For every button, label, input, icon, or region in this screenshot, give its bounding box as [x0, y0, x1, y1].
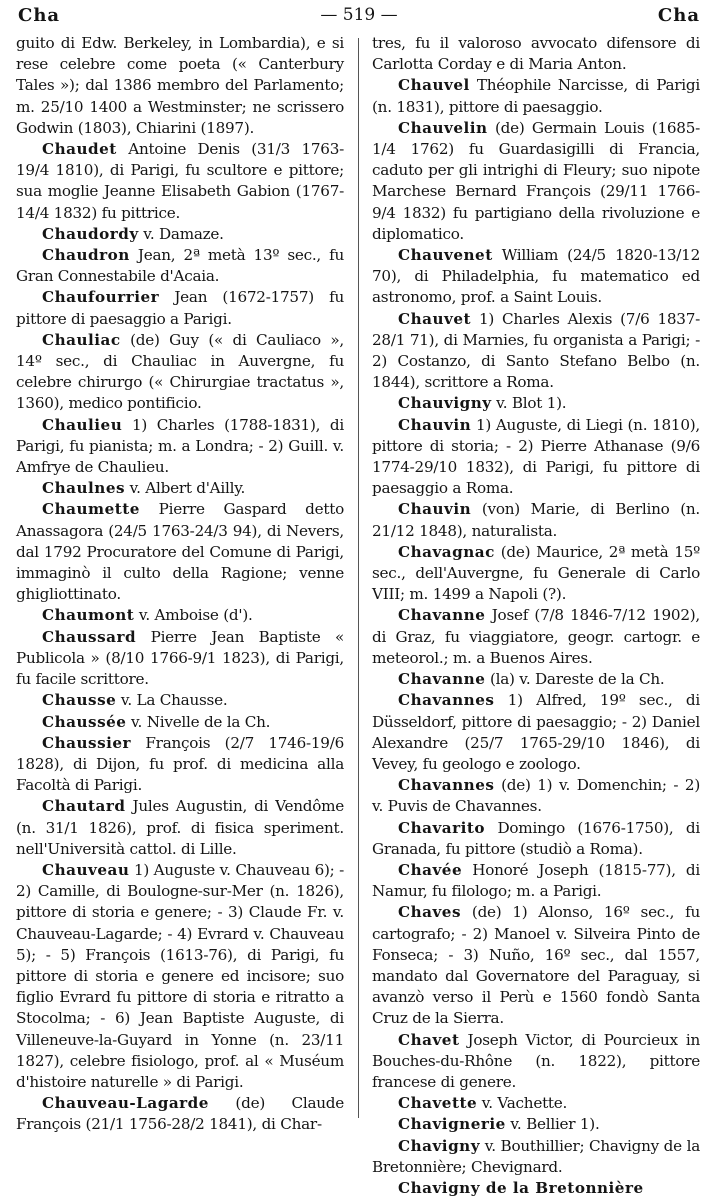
header-left-headword: Cha	[18, 4, 61, 26]
entry-headword: Chauvet	[398, 309, 472, 328]
entry-text: (von) Marie, di Berlino (n. 21/12 1848), naturalista.	[372, 500, 700, 540]
entry-headword: Chausse	[42, 691, 117, 710]
entry-text: 1) Charles Alexis (7/6 1837-28/1 71), di Marnies, fu organista a Parigi; - 2) Costanzo, di Santo Stefano Belbo (n. 1844), scrittore a Roma.	[372, 309, 700, 392]
dictionary-entry	[16, 330, 344, 415]
entry-headword: Chavannes	[398, 776, 495, 795]
dictionary-entry	[372, 1178, 700, 1199]
entry-headword: Chavanne	[398, 606, 486, 625]
dictionary-entry	[372, 605, 700, 669]
dictionary-entry	[16, 605, 344, 626]
dictionary-entry	[16, 245, 344, 287]
entry-headword: Chauveau	[42, 860, 130, 879]
entry-headword: Chavigny de la Bretonnière	[398, 1178, 644, 1197]
entry-headword: Chaudordy	[42, 224, 139, 243]
entry-headword: Chavée	[398, 860, 463, 879]
dictionary-entry	[16, 796, 344, 860]
entry-headword: Chaufourrier	[42, 288, 160, 307]
entry-headword: Chauvigny	[398, 394, 492, 413]
dictionary-entry	[16, 478, 344, 499]
entry-text: (de) Claude François (21/1 1756-28/2 1841), di Char-	[16, 1094, 344, 1134]
dictionary-entry	[372, 33, 700, 75]
column-divider	[358, 38, 359, 1118]
entry-headword: Chaudron	[42, 246, 130, 265]
entry-text: v. Damaze.	[138, 224, 224, 243]
dictionary-entry	[16, 733, 344, 797]
dictionary-entry	[16, 712, 344, 733]
page-number: — 519 —	[320, 5, 398, 25]
entry-text: (de) 1) Alonso, 16º sec., fu cartografo; - 2) Manoel v. Silveira Pinto de Fonseca; - 3) Nuño, 16º sec., dal 1557, mandato dal Governatore del Paraguay, si avanzò verso il Perù e 1560 fondò Santa Cruz de la Sierra.	[372, 903, 700, 1028]
entry-text: Joseph Victor, di Pourcieux in Bouches-du-Rhône (n. 1822), pittore francese di genere.	[372, 1030, 700, 1091]
page-header	[18, 3, 700, 27]
entry-headword: Chavagnac	[398, 542, 495, 561]
dictionary-entry	[372, 309, 700, 394]
entry-text: Antoine Denis (31/3 1763-19/4 1810), di Parigi, fu scultore e pittore; sua moglie Jeanne Elisabeth Gabion (1767-14/4 1832) fu pittrice.	[16, 140, 344, 222]
entry-headword: Chavarito	[398, 818, 486, 837]
entry-headword: Chauvin	[398, 415, 472, 434]
entry-text: 1) Auguste, di Liegi (n. 1810), pittore di storia; - 2) Pierre Athanase (9/6 1774-29/10 1832), di Parigi, fu pittore di paesaggio a Roma.	[372, 415, 700, 498]
dictionary-entry	[16, 860, 344, 1093]
right-column	[372, 33, 700, 1199]
entry-text: 1) Charles (1788-1831), di Parigi, fu pianista; m. a Londra; - 2) Guill. v. Amfrye de Chaulieu.	[16, 415, 344, 477]
entry-headword: Chauliac	[42, 330, 121, 349]
entry-headword: Chavannes	[398, 691, 495, 710]
header-right-headword: Cha	[657, 4, 700, 26]
dictionary-entry	[16, 224, 344, 245]
dictionary-entry	[16, 33, 344, 139]
entry-headword: Chaumette	[42, 500, 140, 519]
entry-headword: Chauvin	[398, 500, 472, 519]
entry-headword: Chavanne	[398, 670, 486, 689]
entry-headword: Chavet	[398, 1030, 460, 1049]
dictionary-entry	[372, 690, 700, 775]
dictionary-entry	[16, 1093, 344, 1135]
entry-text: (de) Guy (« di Cauliaco », 14º sec., di Chauliac in Auvergne, fu celebre chirurgo (« Chirurgiae tractatus », 1360), medico pontificio.	[16, 330, 344, 413]
dictionary-entry	[372, 775, 700, 817]
entry-text: (la) v. Dareste de la Ch.	[485, 670, 665, 689]
entry-text: v. La Chausse.	[116, 691, 228, 710]
dictionary-entry	[372, 118, 700, 245]
entry-text: Théophile Narcisse, di Parigi (n. 1831), pittore di paesaggio.	[372, 76, 700, 116]
dictionary-entry	[372, 1114, 700, 1135]
entry-text: v. Nivelle de la Ch.	[126, 712, 271, 731]
entry-headword: Chavette	[398, 1094, 478, 1113]
dictionary-entry	[372, 1136, 700, 1178]
entry-text: v. Bellier 1).	[505, 1115, 600, 1134]
entry-text: Honoré Joseph (1815-77), di Namur, fu filologo; m. a Parigi.	[372, 860, 700, 901]
entry-text: (de) 1) v. Domenchin; - 2) v. Puvis de Chavannes.	[372, 776, 700, 816]
dictionary-entry	[16, 287, 344, 329]
dictionary-entry	[16, 499, 344, 605]
dictionary-entry	[372, 669, 700, 690]
entry-text: Jules Augustin, di Vendôme (n. 31/1 1826), prof. di fisica speriment. nell'Università cattol. di Lille.	[16, 797, 344, 858]
dictionary-entry	[372, 245, 700, 309]
entry-headword: Chaussée	[42, 712, 127, 731]
entry-headword: Chaulieu	[42, 415, 123, 434]
entry-headword: Chauvelin	[398, 118, 488, 137]
dictionary-entry	[372, 542, 700, 606]
entry-text: (de) Maurice, 2ª metà 15º sec., dell'Auvergne, fu Generale di Carlo VIII; m. 1499 a Napoli (?).	[372, 542, 700, 604]
dictionary-entry	[372, 1093, 700, 1114]
entry-text: Josef (7/8 1846-7/12 1902), di Graz, fu viaggiatore, geogr. cartogr. e meteorol.; m. a Buenos Aires.	[372, 606, 700, 667]
entry-headword: Chavigny	[398, 1136, 481, 1155]
entry-text: v. Vachette.	[477, 1094, 568, 1113]
entry-text: v. Albert d'Ailly.	[125, 479, 246, 498]
entry-text: (de) Germain Louis (1685-1/4 1762) fu Guardasigilli di Francia, caduto per gli intrighi di Fleury; suo nipote Marchese Bernard François (29/11 1766-9/4 1832) fu partigiano della rivoluzione e diplomatico.	[372, 118, 700, 243]
entry-headword: Chaudet	[42, 140, 117, 159]
entry-text: François (2/7 1746-19/6 1828), di Dijon, fu prof. di medicina alla Facoltà di Parigi.	[16, 733, 344, 795]
entry-text: Pierre Gaspard detto Anassagora (24/5 1763-24/3 94), di Nevers, dal 1792 Procuratore del Comune di Parigi, immaginò il culto della Ragione; venne ghigliottinato.	[16, 500, 344, 604]
dictionary-entry	[372, 860, 700, 902]
entry-text: v. Amboise (d').	[134, 606, 253, 625]
entry-headword: Chauvenet	[398, 246, 493, 265]
dictionary-entry	[372, 393, 700, 414]
entry-text: 1) Auguste v. Chauveau 6); - 2) Camille, di Boulogne-sur-Mer (n. 1826), pittore di storia e genere; - 3) Claude Fr. v. Chauveau-Lagarde; - 4) Evrard v. Chauveau 5); - 5) François (1613-76), di Parigi, fu pittore di storia e genere ed incisore; suo figlio Evrard fu pittore di storia e ritratto a Stocolma; - 6) Jean Baptiste Auguste, di Villeneuve-la-Guyard in Yonne (n. 23/11 1827), celebre fisiologo, prof. al « Muséum d'histoire naturelle » di Parigi.	[16, 860, 344, 1091]
entry-text: v. Bouthillier; Chavigny de la Bretonnière; Chevignard.	[372, 1136, 700, 1176]
dictionary-entry	[372, 1030, 700, 1094]
entry-headword: Chaves	[398, 903, 462, 922]
dictionary-entry	[372, 415, 700, 500]
entry-text: tres, fu il valoroso avvocato difensore di Carlotta Corday e di Maria Anton.	[372, 34, 700, 74]
dictionary-entry	[16, 139, 344, 224]
entry-headword: Chautard	[42, 797, 126, 816]
entry-headword: Chaussier	[42, 733, 132, 752]
entry-text: 1) Alfred, 19º sec., di Düsseldorf, pittore di paesaggio; - 2) Daniel Alexandre (25/7 1765-29/10 1846), di Vevey, fu geologo e zoologo.	[372, 691, 700, 773]
entry-headword: Chauveau-Lagarde	[42, 1094, 209, 1113]
dictionary-entry	[372, 75, 700, 117]
dictionary-entry	[16, 627, 344, 691]
entry-headword: Chaussard	[42, 627, 137, 646]
entry-headword: Chaulnes	[42, 479, 126, 498]
left-column	[16, 33, 344, 1136]
entry-text: William (24/5 1820-13/12 70), di Philadelphia, fu matematico ed astronomo, prof. a Saint Louis.	[372, 246, 700, 307]
entry-text: Domingo (1676-1750), di Granada, fu pittore (studiò a Roma).	[372, 818, 700, 858]
dictionary-entry	[372, 499, 700, 541]
entry-text: guito di Edw. Berkeley, in Lombardia), e si rese celebre come poeta (« Canterbury Tales »); dal 1386 membro del Parlamento; m. 25/10 1400 a Westminster; ne scrissero Godwin (1803), Chiarini (1897).	[16, 34, 344, 137]
entry-text: Pierre Jean Baptiste « Publicola » (8/10 1766-9/1 1823), di Parigi, fu facile scrittore.	[16, 627, 344, 689]
entry-headword: Chavignerie	[398, 1115, 506, 1134]
dictionary-entry	[16, 690, 344, 711]
dictionary-entry	[16, 415, 344, 479]
entry-text: Jean, 2ª metà 13º sec., fu Gran Connestabile d'Acaia.	[16, 246, 344, 286]
dictionary-entry	[372, 902, 700, 1029]
dictionary-entry	[372, 818, 700, 860]
entry-text: v. Blot 1).	[491, 394, 567, 413]
entry-headword: Chauvel	[398, 76, 470, 95]
entry-text: Jean (1672-1757) fu pittore di paesaggio a Parigi.	[16, 288, 344, 328]
entry-headword: Chaumont	[42, 606, 135, 625]
